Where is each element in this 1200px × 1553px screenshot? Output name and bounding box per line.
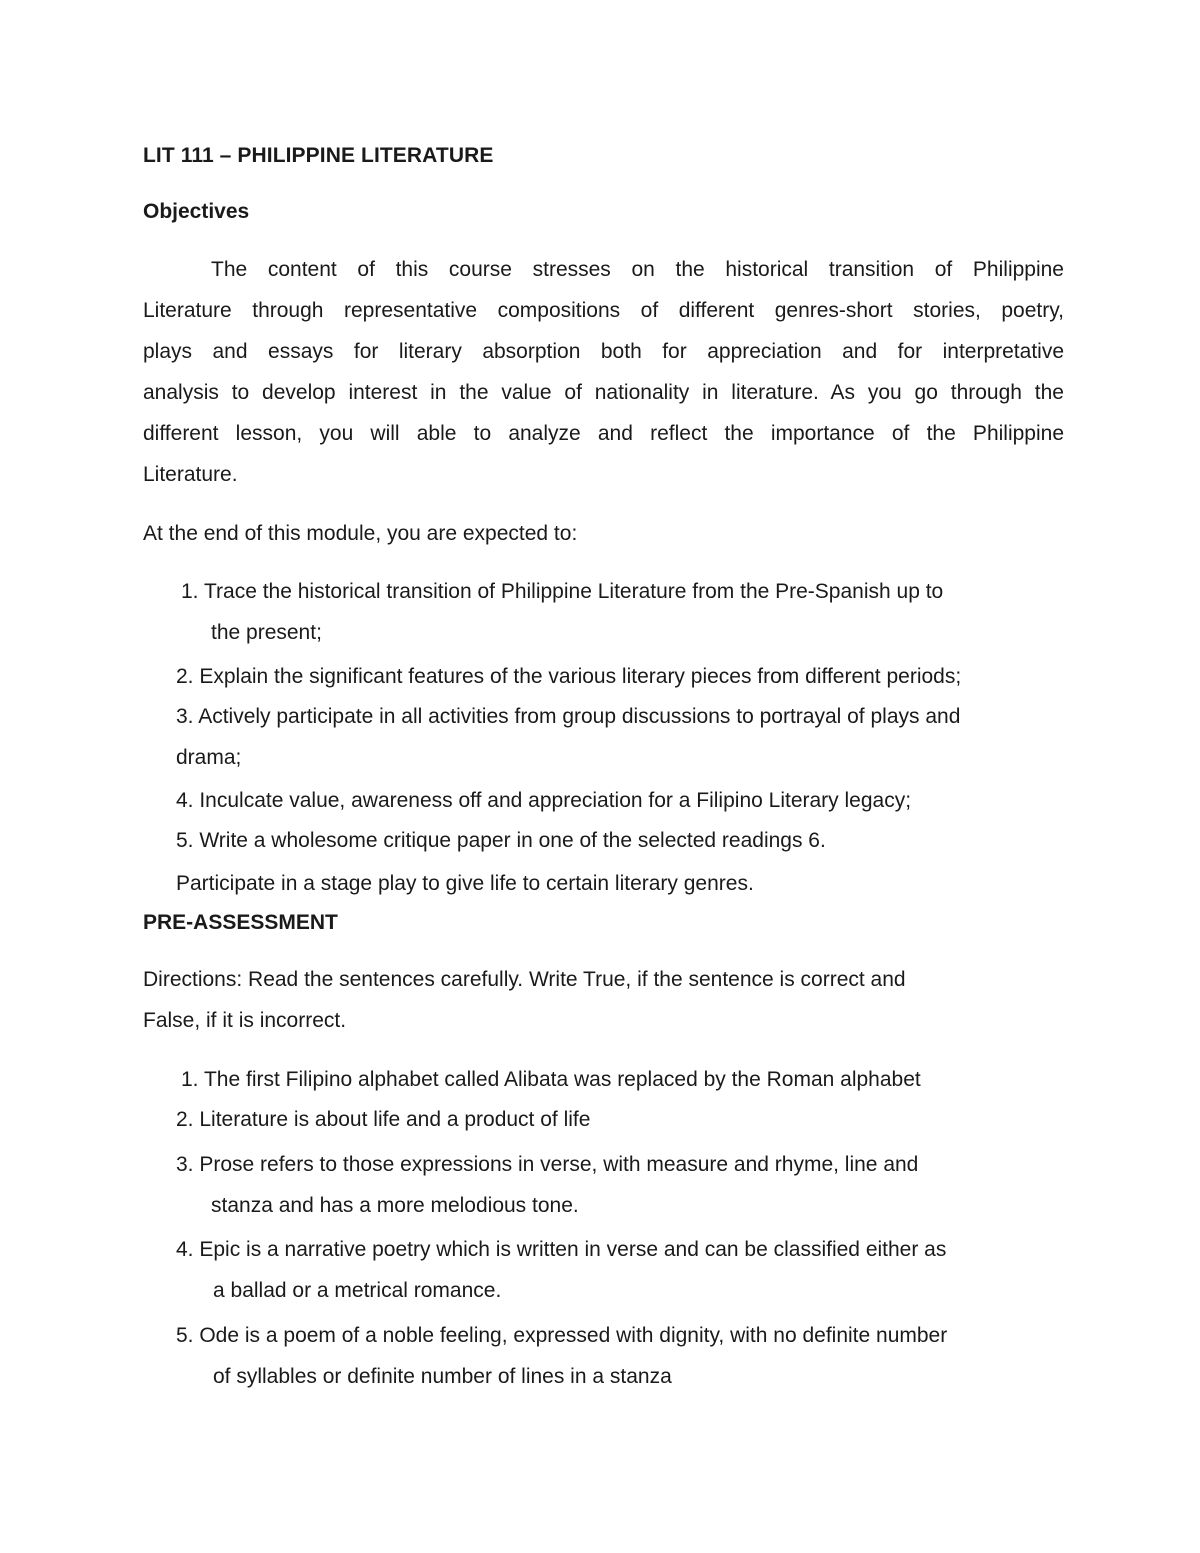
assessment-item: 4. Epic is a narrative poetry which is written in verse and can be classified either as [176,1238,947,1261]
expected-item: 5. Write a wholesome critique paper in one of the selected readings 6. [176,829,826,852]
objectives-heading: Objectives [143,200,250,223]
expected-intro: At the end of this module, you are expected to: [143,522,578,545]
objectives-line: plays and essays for literary absorption both for appreciation and for interpretative [143,340,1064,363]
pre-assessment-heading: PRE-ASSESSMENT [143,911,338,934]
expected-item: 4. Inculcate value, awareness off and appreciation for a Filipino Literary legacy; [176,789,912,812]
assessment-item-continuation: stanza and has a more melodious tone. [211,1194,579,1217]
objectives-line: different lesson, you will able to analyze and reflect the importance of the Philippine [143,422,1064,445]
objectives-line: analysis to develop interest in the value of nationality in literature. As you go through the [143,381,1064,404]
expected-item: 3. Actively participate in all activities from group discussions to portrayal of plays and [176,705,961,728]
assessment-item-continuation: a ballad or a metrical romance. [213,1279,502,1302]
assessment-item: 2. Literature is about life and a product of life [176,1108,591,1131]
assessment-item: 3. Prose refers to those expressions in verse, with measure and rhyme, line and [176,1153,919,1176]
expected-item-continuation: drama; [176,746,242,769]
objectives-line: Literature through representative compositions of different genres-short stories, poetry, [143,299,1064,322]
assessment-item: 1. The first Filipino alphabet called Alibata was replaced by the Roman alphabet [181,1068,921,1091]
expected-item: Participate in a stage play to give life to certain literary genres. [176,872,754,895]
expected-item-continuation: the present; [211,621,322,644]
assessment-item: 5. Ode is a poem of a noble feeling, expressed with dignity, with no definite number [176,1324,948,1347]
objectives-line: The content of this course stresses on the historical transition of Philippine [211,258,1064,281]
document-title: LIT 111 – PHILIPPINE LITERATURE [143,144,494,167]
expected-item: 1. Trace the historical transition of Philippine Literature from the Pre-Spanish up to [181,580,944,603]
objectives-line: Literature. [143,463,238,486]
directions-line: False, if it is incorrect. [143,1009,347,1032]
expected-item: 2. Explain the significant features of the various literary pieces from different periods; [176,665,962,688]
assessment-item-continuation: of syllables or definite number of lines in a stanza [213,1365,672,1388]
directions-line: Directions: Read the sentences carefully. Write True, if the sentence is correct and [143,968,906,991]
